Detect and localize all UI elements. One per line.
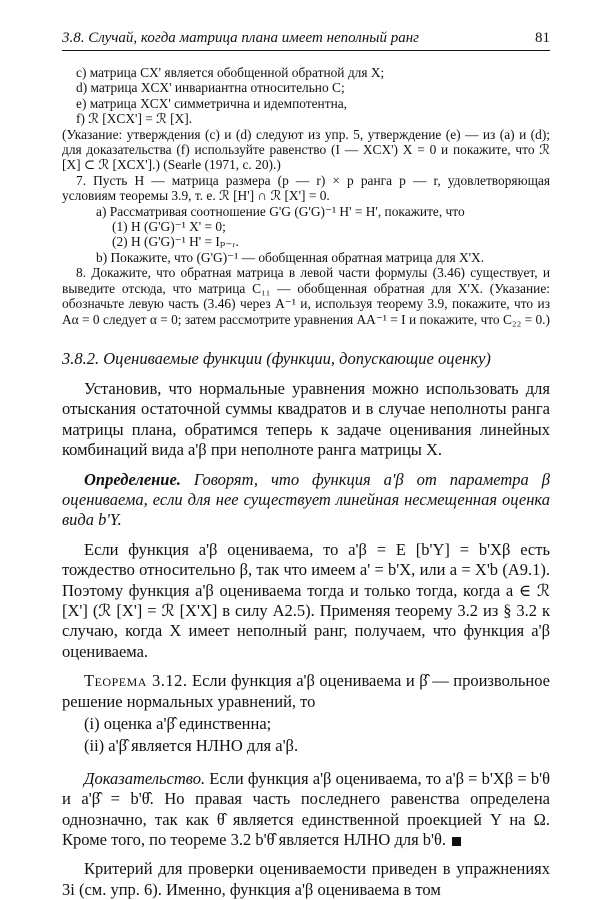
theorem-paragraph <box>62 671 550 712</box>
exercise-7a: a) Рассматривая соотношение G'G (G'G)⁻¹ H' = H', покажите, что <box>96 203 465 219</box>
exercise-line: d) матрица XCX' инвариантна относительно C; <box>76 80 345 96</box>
exercise-line: e) матрица XCX' симметрична и идемпотентна, <box>76 95 348 111</box>
exercise-8: 8. Докажите, что обратная матрица в левой части формулы (3.46) существует, и выведите отсюда, что матрица C₁₁ — обобщенная обратная для X'X. (Указание: обозначьте левую часть (3.46) через A⁻¹ и, используя теорему 3.9, покажите, что из Aα = 0 следует α = 0; затем рассмотрите уравнения AA⁻¹ = I и покажите, что C₂₂ = 0.) <box>62 265 550 327</box>
exercise-7: 7. Пусть H — матрица размера (p — r) × p ранга p — r, удовлетворяющая условиям теоремы 3.9, т. е. ℛ [H'] ∩ ℛ [X'] = 0. <box>62 172 550 204</box>
proof-text: Если функция a'β оцениваема, то a'β = b'Xβ = b'θ и a'β̂ = b'θ̂. Но правая часть последнего равенства определена однозначно, так как θ̂ является единственной проекцией Y на Ω. Кроме того, по теореме 3.2 b'θ̂ является НЛНО для b'θ. <box>62 768 550 850</box>
theorem-label: Теорема 3.12. <box>84 671 188 691</box>
running-header <box>62 30 550 51</box>
definition-label: Определение. <box>84 469 181 489</box>
proof-paragraph <box>62 769 550 851</box>
section-heading: 3.8.2. Оцениваемые функции (функции, допускающие оценку) <box>62 348 491 368</box>
exercise-hint: (Указание: утверждения (c) и (d) следуют из упр. 5, утверждение (e) — из (a) и (d); для доказательства (f) используйте равенство (I — XCX') X = 0 и покажите, что ℛ [X] ⊂ ℛ [XCX'].) (Searle (1971, с. 20).) <box>62 126 550 173</box>
exercise-7a-2: (2) H (G'G)⁻¹ H' = Iₚ₋ᵣ. <box>112 234 239 250</box>
criterion-paragraph: Критерий для проверки оцениваемости приведен в упражнениях 3i (см. упр. 6). Именно, функция a'β оцениваема в том <box>62 859 550 899</box>
proof-label: Доказательство. <box>84 768 206 788</box>
exercise-7a-1: (1) H (G'G)⁻¹ X' = 0; <box>112 219 226 235</box>
exercise-line: c) матрица CX' является обобщенной обратной для X; <box>76 65 385 80</box>
intro-paragraph: Установив, что нормальные уравнения можно использовать для отыскания остаточной суммы квадратов и в случае неполноты ранга матрицы плана, обратимся теперь к задаче оценивания линейных комбинаций вида a'β при неполноте ранга матрицы X. <box>62 378 550 460</box>
definition-text: Говорят, что функция a'β от параметра β оцениваема, если для нее существует линейная несмещенная оценка вида b'Y. <box>62 469 550 530</box>
exercise-line: f) ℛ [XCX'] = ℛ [X]. <box>76 111 193 127</box>
definition-paragraph <box>62 470 550 531</box>
page-number: 81 <box>535 30 550 46</box>
theorem-text: Если функция a'β оцениваема и β̂ — произвольное решение нормальных уравнений, то <box>62 671 551 711</box>
theorem-item-2: (ii) a'β̂ является НЛНО для a'β. <box>84 736 299 756</box>
exercise-7b: b) Покажите, что (G'G)⁻¹ — обобщенная обратная матрица для X'X. <box>96 249 485 265</box>
main-text <box>62 379 550 900</box>
estimable-paragraph: Если функция a'β оцениваема, то a'β = E [b'Y] = b'Xβ есть тождество относительно β, так что имеем a' = b'X, или a = X'b (A9.1). Поэтому функция a'β оцениваема тогда и только тогда, когда a ∈ ℛ [X'] (ℛ [X'] = ℛ [X'X] в силу A2.5). Применяя теорему 3.2 из § 3.2 к случаю, когда X имеет неполный ранг, получаем, что функция a'β оцениваема. <box>62 539 550 661</box>
exercises-block <box>62 65 550 327</box>
theorem-item-1: (i) оценка a'β̂ единственна; <box>84 714 272 733</box>
running-title: 3.8. Случай, когда матрица плана имеет неполный ранг <box>62 30 419 46</box>
qed-mark <box>452 837 461 846</box>
